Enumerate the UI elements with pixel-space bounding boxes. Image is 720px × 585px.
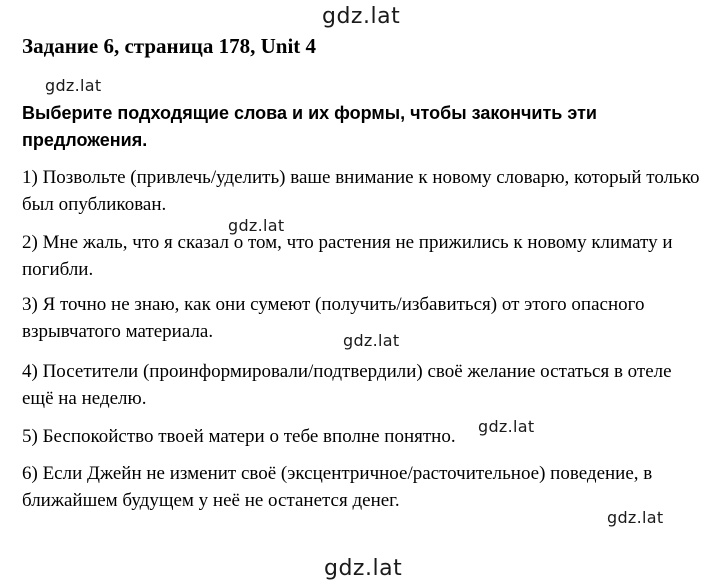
sentence-item: 4) Посетители (проинформировали/подтвердили) своё желание остаться в отеле ещё на неделю.	[22, 361, 672, 409]
watermark: gdz.lat	[45, 76, 102, 95]
watermark: gdz.lat	[228, 216, 285, 235]
sentence-item: 6) Если Джейн не изменит своё (эксцентричное/расточительное) поведение, в ближайшем будущем у неё не останется денег.	[22, 463, 653, 511]
watermark: gdz.lat	[343, 331, 400, 350]
task-title: Задание 6, страница 178, Unit 4	[22, 34, 317, 58]
sentence-item: 2) Мне жаль, что я сказал о том, что растения не прижились к новому климату и погибли.	[22, 232, 673, 280]
watermark: gdz.lat	[478, 417, 535, 436]
sentence-item: 5) Беспокойство твоей матери о тебе вполне понятно.	[22, 426, 456, 447]
task-instruction: Выберите подходящие слова и их формы, чтобы закончить эти предложения.	[22, 103, 597, 150]
watermark-top: gdz.lat	[322, 4, 401, 29]
sentence-item: 3) Я точно не знаю, как они сумеют (получить/избавиться) от этого опасного взрывчатого материала.	[22, 294, 645, 342]
sentence-item: 1) Позвольте (привлечь/уделить) ваше внимание к новому словарю, который только был опубликован.	[22, 167, 700, 215]
watermark-bottom: gdz.lat	[324, 556, 403, 581]
watermark: gdz.lat	[607, 508, 664, 527]
